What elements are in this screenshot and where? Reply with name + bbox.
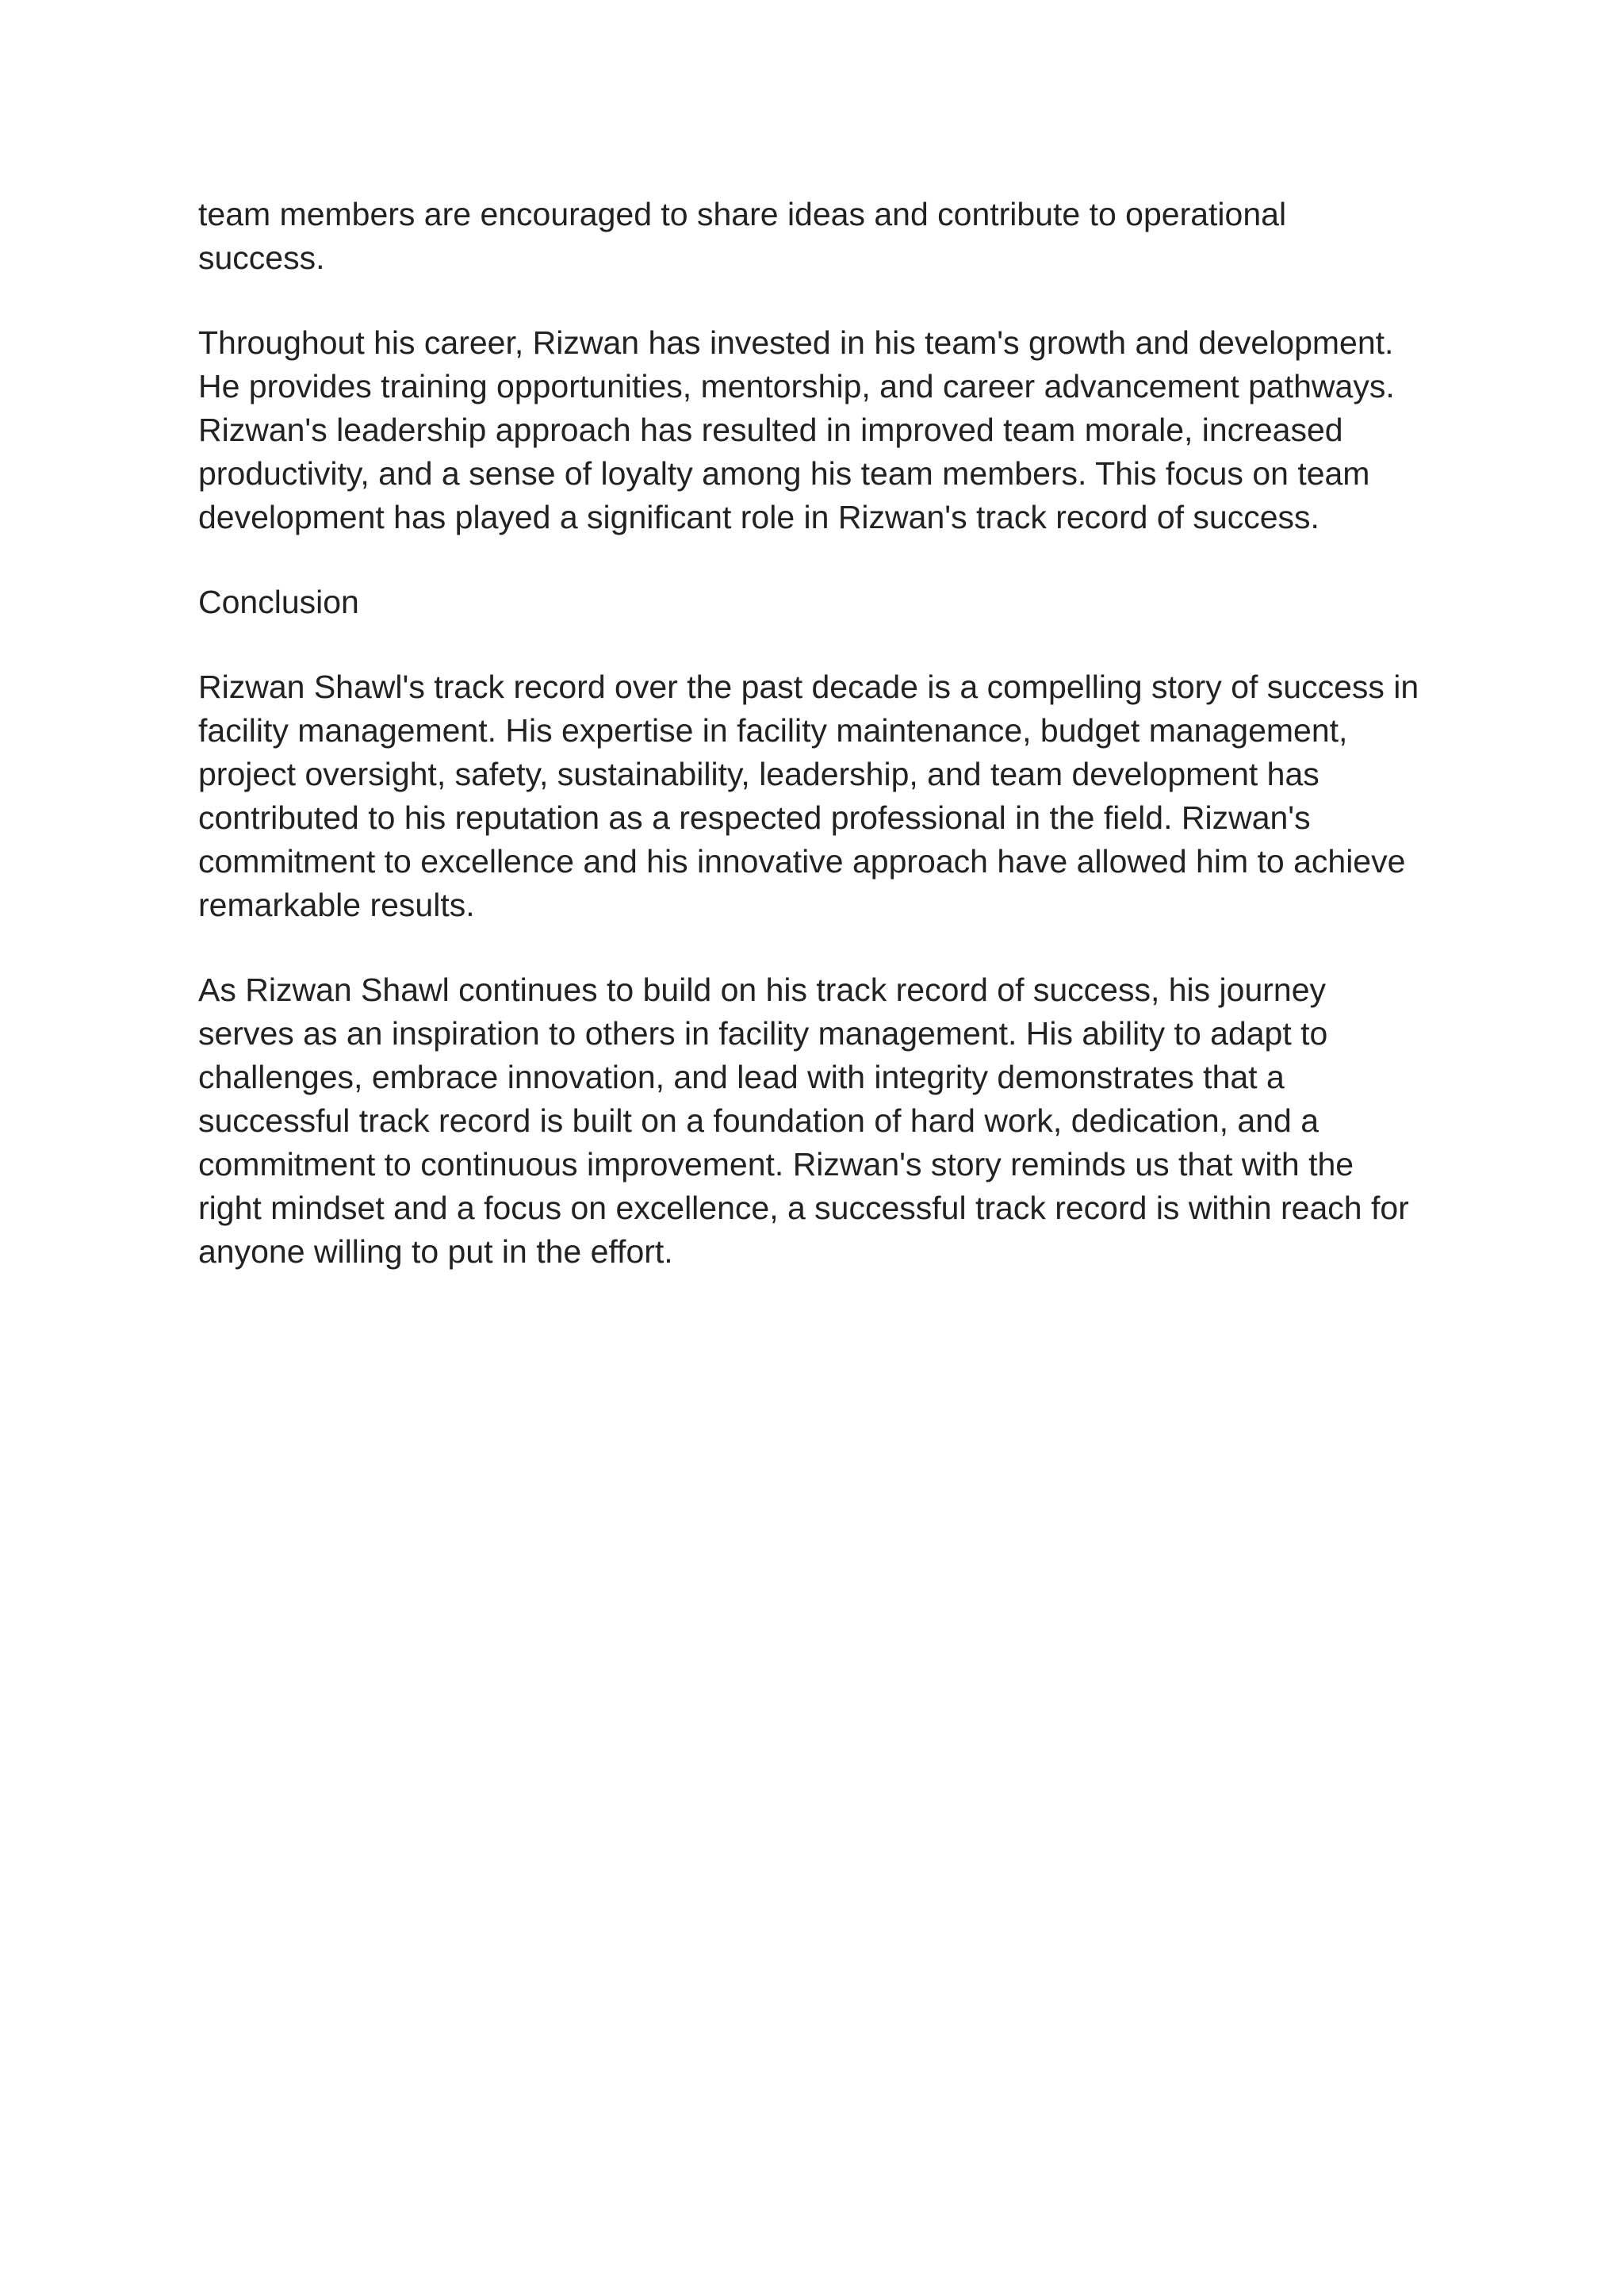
document-body <box>198 193 1451 1315</box>
paragraph-conclusion-summary: Rizwan Shawl's track record over the past decade is a compelling story of success in facility management. His expertise in facility maintenance, budget management, project oversight, safety, sustainability, leadership, and team development has contributed to his reputation as a respected professional in the field. Rizwan's commitment to excellence and his innovative approach have allowed him to achieve remarkable results. <box>198 669 1419 923</box>
paragraph-team-contribution: team members are encouraged to share ideas and contribute to operational success. <box>198 196 1287 276</box>
section-heading-conclusion: Conclusion <box>198 584 359 620</box>
paragraph-conclusion-inspiration: As Rizwan Shawl continues to build on his track record of success, his journey serves as an inspiration to others in facility management. His ability to adapt to challenges, embrace innovation, and lead with integrity demonstrates that a successful track record is built on a foundation of hard work, dedication, and a commitment to continuous improvement. Rizwan's story reminds us that with the right mindset and a focus on excellence, a successful track record is within reach for anyone willing to put in the effort. <box>198 972 1409 1270</box>
paragraph-team-development: Throughout his career, Rizwan has invested in his team's growth and development. He provides training opportunities, mentorship, and career advancement pathways. Rizwan's leadership approach has resulted in improved team morale, increased productivity, and a sense of loyalty among his team members. This focus on team development has played a significant role in Rizwan's track record of success. <box>198 324 1395 535</box>
